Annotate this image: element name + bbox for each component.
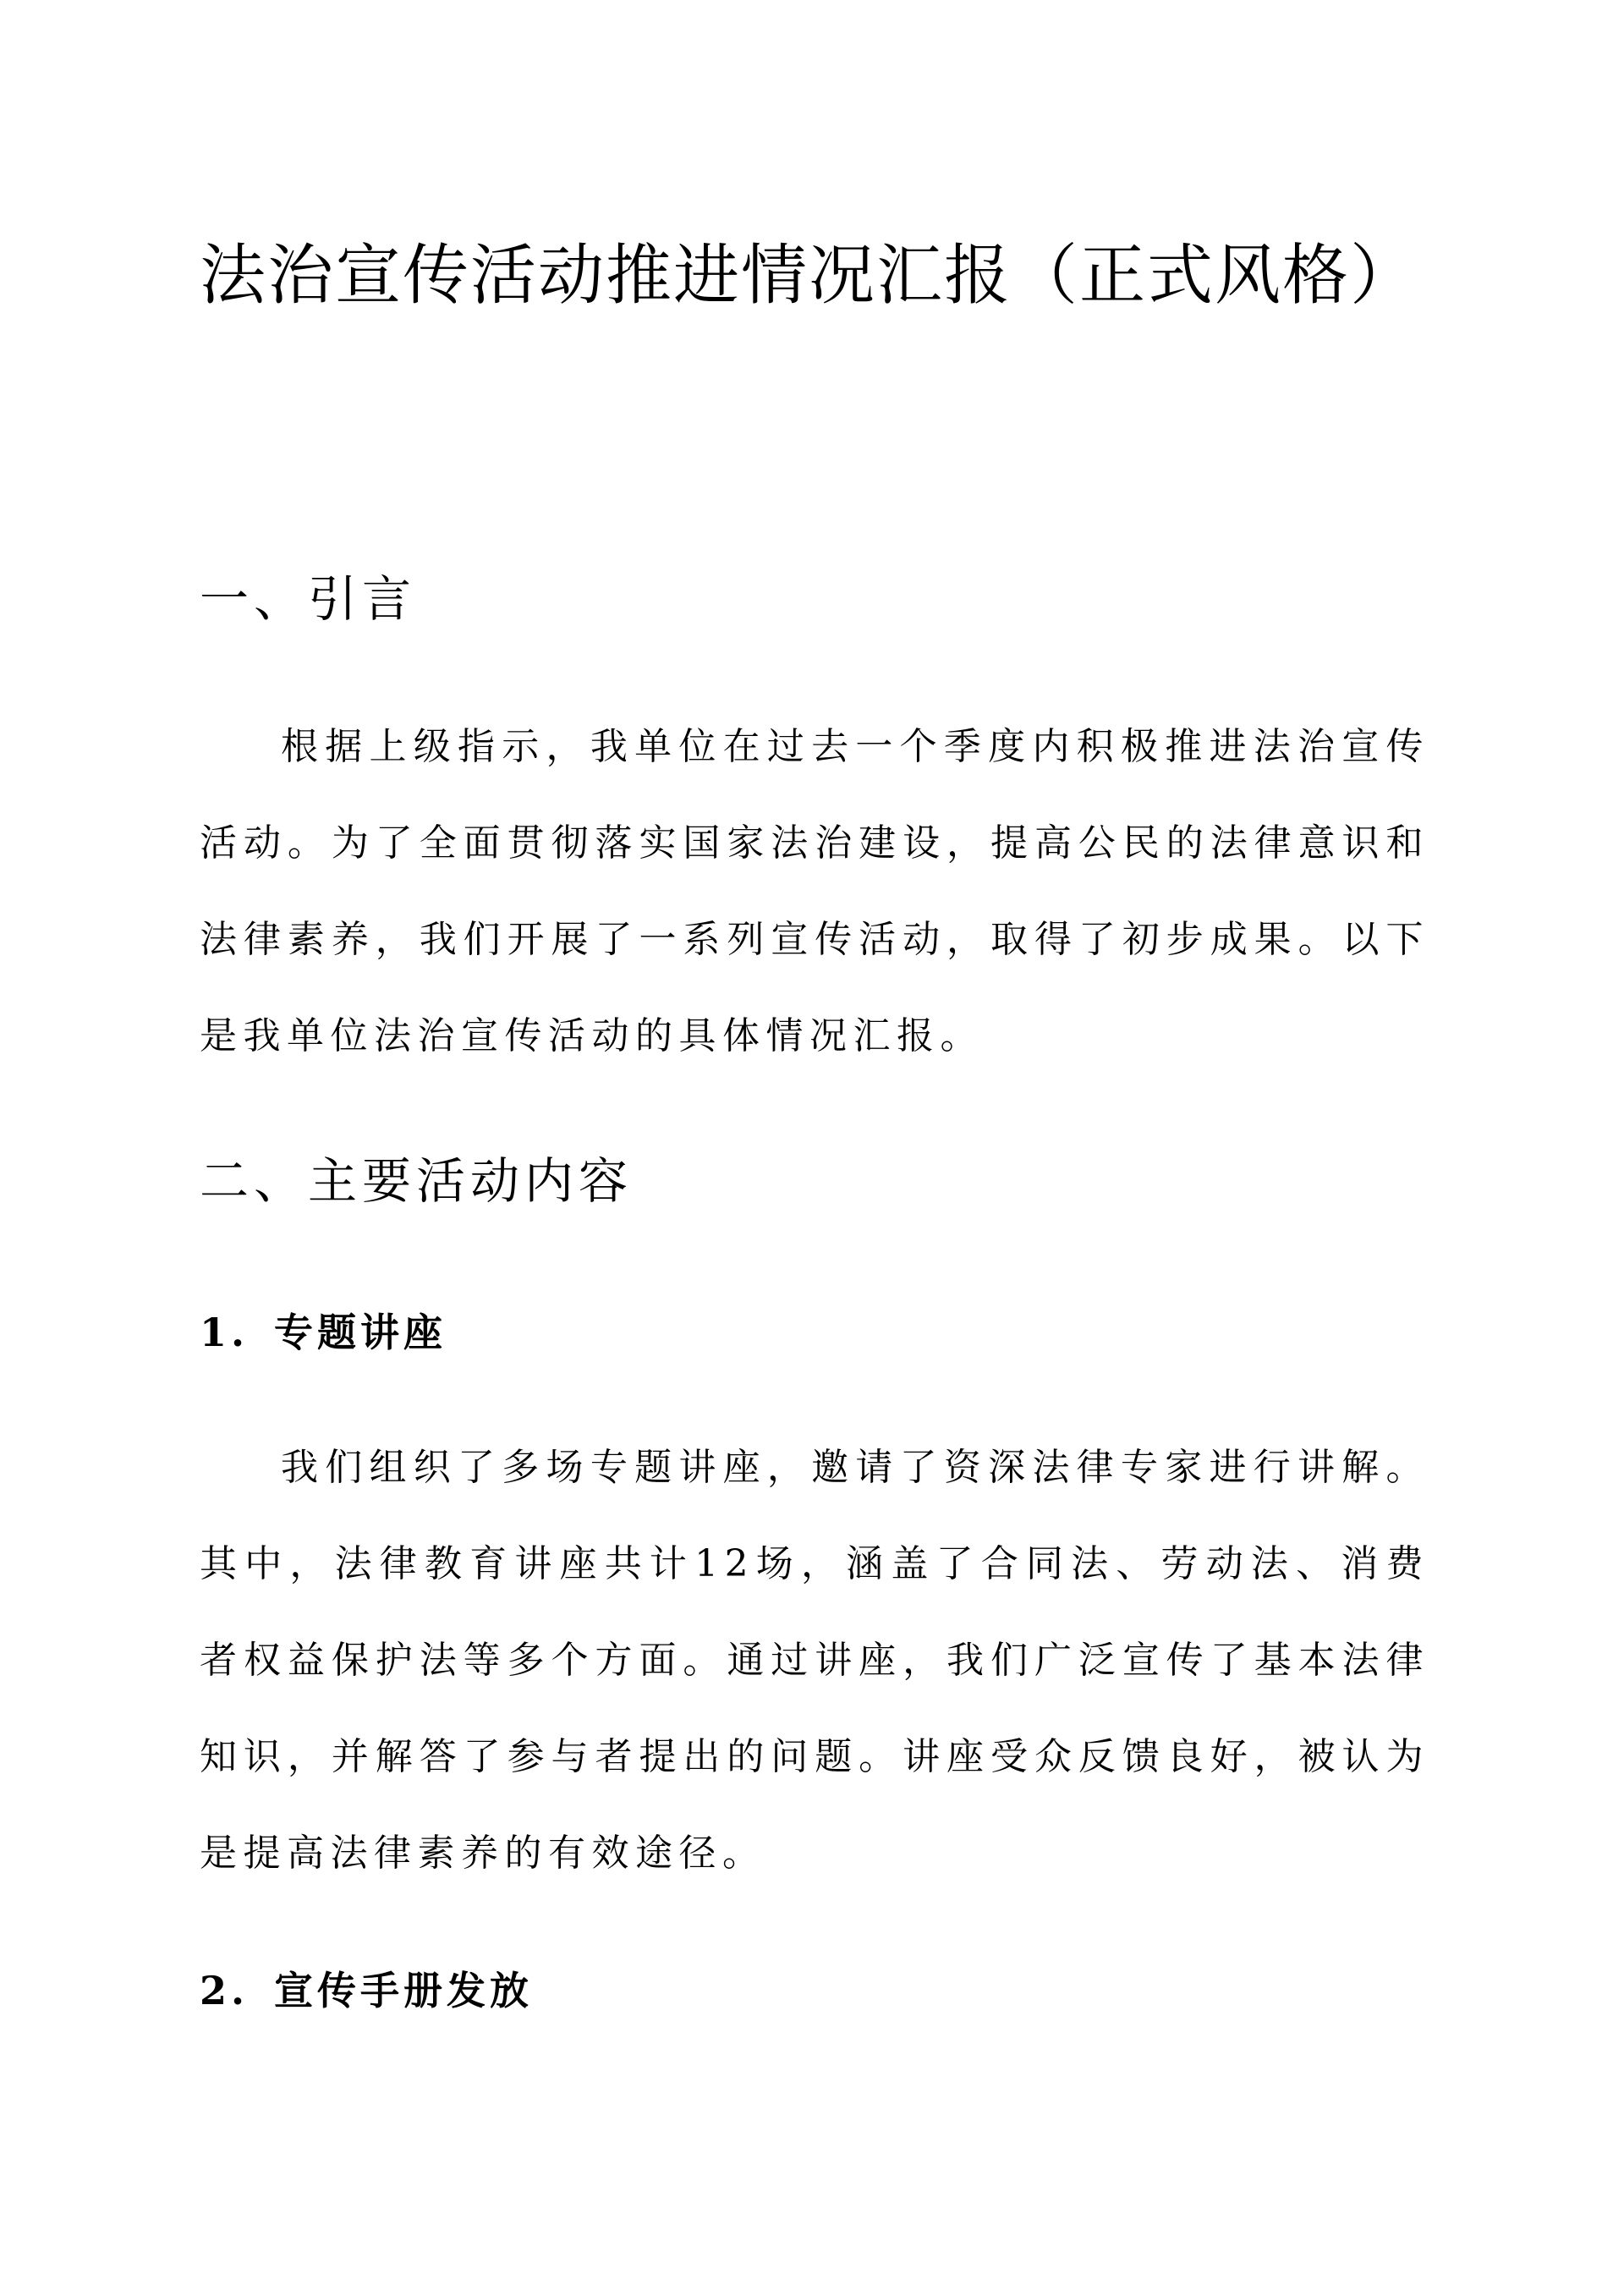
subsection-title: 宣传手册发放 bbox=[274, 1968, 533, 2013]
section-heading-introduction: 一、引言 bbox=[200, 570, 417, 628]
subsection-heading-lectures bbox=[200, 1307, 447, 1358]
subsection-title: 专题讲座 bbox=[274, 1310, 447, 1355]
document-title: 法治宣传活动推进情况汇报（正式风格） bbox=[200, 238, 1418, 314]
lectures-paragraph: 我们组织了多场专题讲座，邀请了资深法律专家进行讲解。其中，法律教育讲座共计12场，涵盖了合同法、劳动法、消费者权益保护法等多个方面。通过讲座，我们广泛宣传了基本法律知识，并解答了参与者提出的问题。讲座受众反馈良好，被认为是提高法律素养的有效途径。 bbox=[200, 1446, 1429, 1875]
subsection-number: 2. bbox=[200, 1968, 250, 2013]
section-heading-main-activities: 二、主要活动内容 bbox=[200, 1152, 634, 1210]
subsection-number: 1. bbox=[200, 1310, 250, 1355]
subsection-heading-brochures bbox=[200, 1965, 533, 2016]
introduction-paragraph: 根据上级指示，我单位在过去一个季度内积极推进法治宣传活动。为了全面贯彻落实国家法治建设，提高公民的法律意识和法律素养，我们开展了一系列宣传活动，取得了初步成果。以下是我单位法治宣传活动的具体情况汇报。 bbox=[200, 725, 1429, 1057]
